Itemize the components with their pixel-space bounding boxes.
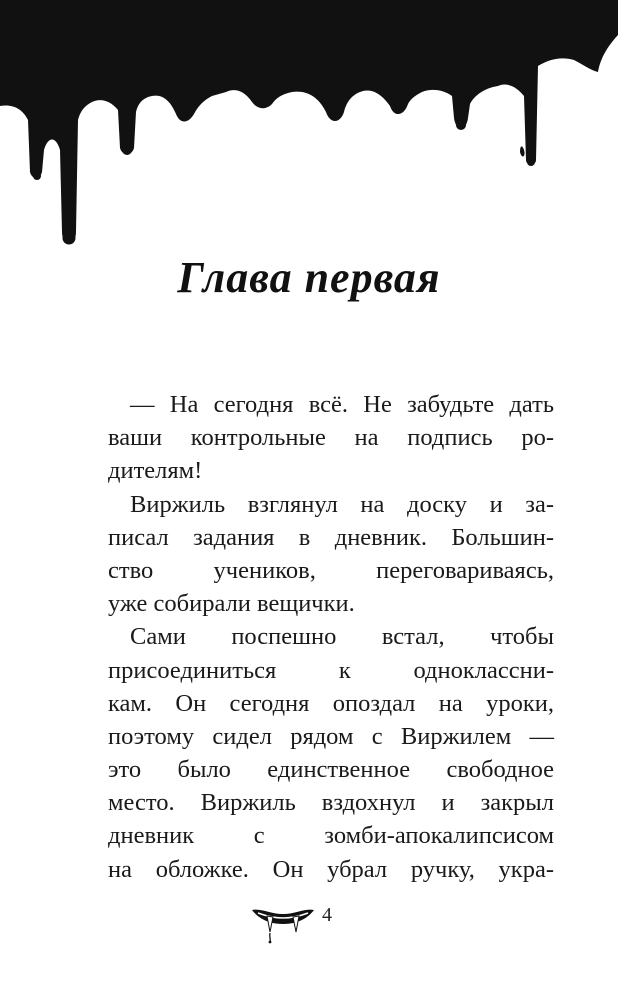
page-number: 4 [322,904,332,926]
text-line: писал задания в дневник. Большин- [108,523,554,551]
paragraph [108,488,554,621]
vampire-fangs-icon [250,904,316,944]
text-line: на обложке. Он убрал ручку, укра- [108,855,554,883]
ink-drips-decoration [0,0,618,250]
text-line: место. Виржиль вздохнул и закрыл [108,789,554,817]
text-line: Виржиль взглянул на доску и за- [130,490,554,518]
text-line: дителям! [108,457,203,485]
paragraph [108,620,554,886]
text-line: Сами поспешно встал, чтобы [130,623,554,651]
text-line: — На сегодня всё. Не забудьте дать [130,391,554,418]
chapter-title: Глава первая [177,253,441,302]
paragraph [108,388,554,488]
text-line: кам. Он сегодня опоздал на уроки, [108,689,554,717]
text-line: ваши контрольные на подпись ро- [108,424,554,452]
page-footer [0,900,618,950]
body-text [108,388,554,886]
text-line: это было единственное свободное [108,756,554,784]
text-line: дневник с зомби-апокалипсисом [108,822,554,850]
text-line: присоединиться к одноклассни- [108,656,554,684]
text-line: уже собирали вещички. [108,590,355,618]
text-line: ство учеников, переговариваясь, [108,556,554,584]
text-line: поэтому сидел рядом с Виржилем — [108,722,554,750]
